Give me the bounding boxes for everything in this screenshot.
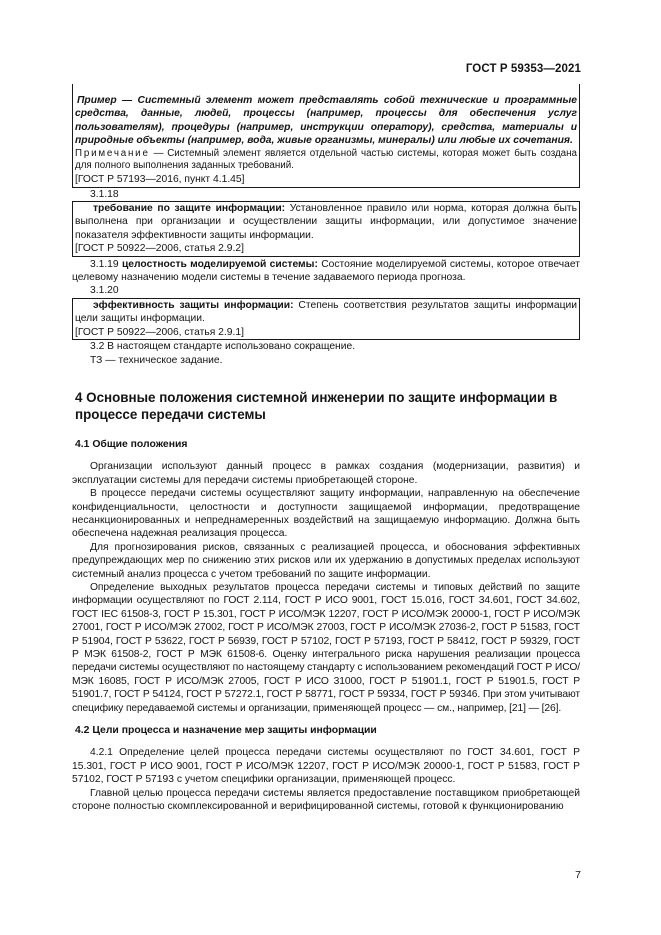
definition-box-system-element bbox=[72, 84, 580, 188]
paragraph: Определение выходных результатов процесса передачи системы и типовых действий по защите информации осуществляют по ГОСТ 2.114, ГОСТ Р ИСО 9001, ГОСТ 15.016, ГОСТ 34.601, ГОСТ 34.602, ГОСТ IEC 61508-3, ГОСТ Р 15.301, ГОСТ Р ИСО/МЭК 12207, ГОСТ Р ИСО/МЭК 20000-1, ГОСТ Р ИСО/МЭК 27001, ГОСТ Р ИСО/МЭК 27002, ГОСТ Р ИСО/МЭК 27003, ГОСТ Р ИСО/МЭК 27036-2, ГОСТ Р 51583, ГОСТ Р 51904, ГОСТ Р 53622, ГОСТ Р 56939, ГОСТ Р 57102, ГОСТ Р 57193, ГОСТ Р 58412, ГОСТ Р 59329, ГОСТ Р МЭК 61508-2, ГОСТ Р МЭК 61508-6. Оценку интегрального риска нарушения реализации процесса передачи системы осуществляют по настоящему стандарту с использованием рекомендаций ГОСТ Р ИСО/МЭК 16085, ГОСТ Р ИСО/МЭК 27005, ГОСТ Р ИСО 31000, ГОСТ Р 51901.1, ГОСТ Р 51901.5, ГОСТ Р 51901.7, ГОСТ Р 54124, ГОСТ Р 57272.1, ГОСТ Р 58771, ГОСТ Р 59334, ГОСТ Р 59346. При этом учитывают специфику передаваемой системы и организации, применяющей процесс — см., например, [21] — [26]. bbox=[72, 581, 580, 714]
term-definition: Состояние моделируемой системы, которое отвечает целевому назначению модели системы в течение задаваемого периода прогноза. bbox=[72, 258, 580, 284]
source-reference: [ГОСТ Р 57193—2016, пункт 4.1.45] bbox=[75, 174, 245, 186]
section-4-2-title: 4.2 Цели процесса и назначение мер защиты информации bbox=[75, 725, 377, 737]
example-text: Пример — Системный элемент может представлять собой технические и программные средства, данные, людей, процессы (например, процессы для обеспечения услуг пользователям), процедуры (например, инструкции оператору), средства, материалы и природные объекты (например, вода, живые организмы, минералы) или любые их сочетания. bbox=[75, 95, 577, 147]
page-number: 7 bbox=[575, 869, 581, 881]
source-reference: [ГОСТ Р 50922—2006, статья 2.9.1] bbox=[75, 326, 244, 338]
term-title: эффективность защиты информации: bbox=[93, 299, 294, 311]
section-4-title: 4 Основные положения системной инженерии по защите информации в процессе передачи системы bbox=[75, 389, 558, 423]
term-number-3-1-20: 3.1.20 bbox=[90, 285, 119, 297]
paragraph: Организации используют данный процесс в рамках создания (модернизации, развития) и эксплуатации системы для передачи системы приобретающей стороне. bbox=[72, 461, 580, 486]
term-title: целостность моделируемой системы: bbox=[121, 258, 318, 270]
term-definition: Установленное правило или норма, которая должна быть выполнена при организации и осуществлении защиты информации, или допустимое значение показателя эффективности защиты информации. bbox=[75, 203, 578, 241]
term-title: требование по защите информации: bbox=[93, 203, 286, 215]
term-number-3-1-18: 3.1.18 bbox=[90, 188, 119, 200]
term-number: 3.1.19 bbox=[90, 258, 119, 270]
section-4-1-title: 4.1 Общие положения bbox=[75, 438, 188, 450]
paragraph: Для прогнозирования рисков, связанных с реализацией процесса, и обоснования эффективных предупреждающих мер по снижению этих рисков или их удержанию в допустимых пределах используют системный анализ процесса с учетом требований по защите информации. bbox=[72, 541, 580, 580]
abbreviation-tz: ТЗ — техническое задание. bbox=[90, 354, 223, 366]
term-definition: Степень соответствия результатов защиты информации цели защиты информации. bbox=[75, 299, 577, 325]
definition-box-3-1-20 bbox=[72, 298, 580, 340]
note-paragraph bbox=[75, 148, 577, 174]
page-content bbox=[72, 84, 580, 813]
definition-box-3-1-18 bbox=[72, 201, 580, 257]
paragraph: Главной целью процесса передачи системы является предоставление поставщиком приобретающей стороне полностью скомплексированной и верифицированной системы, готовой к функционированию bbox=[72, 787, 580, 813]
note-text: — Системный элемент является отдельной частью системы, которая может быть создана для полного выполнения заданных требований. bbox=[75, 147, 577, 172]
paragraph: 4.2.1 Определение целей процесса передачи системы осуществляют по ГОСТ 34.601, ГОСТ Р 15.301, ГОСТ Р ИСО 9001, ГОСТ Р ИСО/МЭК 12207, ГОСТ Р ИСО/МЭК 20000-1, ГОСТ Р 51583, ГОСТ Р 57102, ГОСТ Р 57193 с учетом специфики организации, применяющей процесс. bbox=[72, 747, 580, 786]
document-header: ГОСТ Р 59353—2021 bbox=[465, 63, 581, 75]
clause-3-2: 3.2 В настоящем стандарте использовано сокращение. bbox=[90, 341, 356, 353]
source-reference: [ГОСТ Р 50922—2006, статья 2.9.2] bbox=[75, 243, 244, 255]
term-3-1-19 bbox=[72, 258, 580, 285]
note-label: Примечание bbox=[75, 147, 150, 159]
paragraph: В процессе передачи системы осуществляют защиту информации, направленную на обеспечение конфиденциальности, целостности и доступности защищаемой информации, предотвращение несанкционированных и непреднамеренных воздействий на защищаемую информацию. Должна быть обеспечена надежная реализация процесса. bbox=[72, 488, 580, 540]
